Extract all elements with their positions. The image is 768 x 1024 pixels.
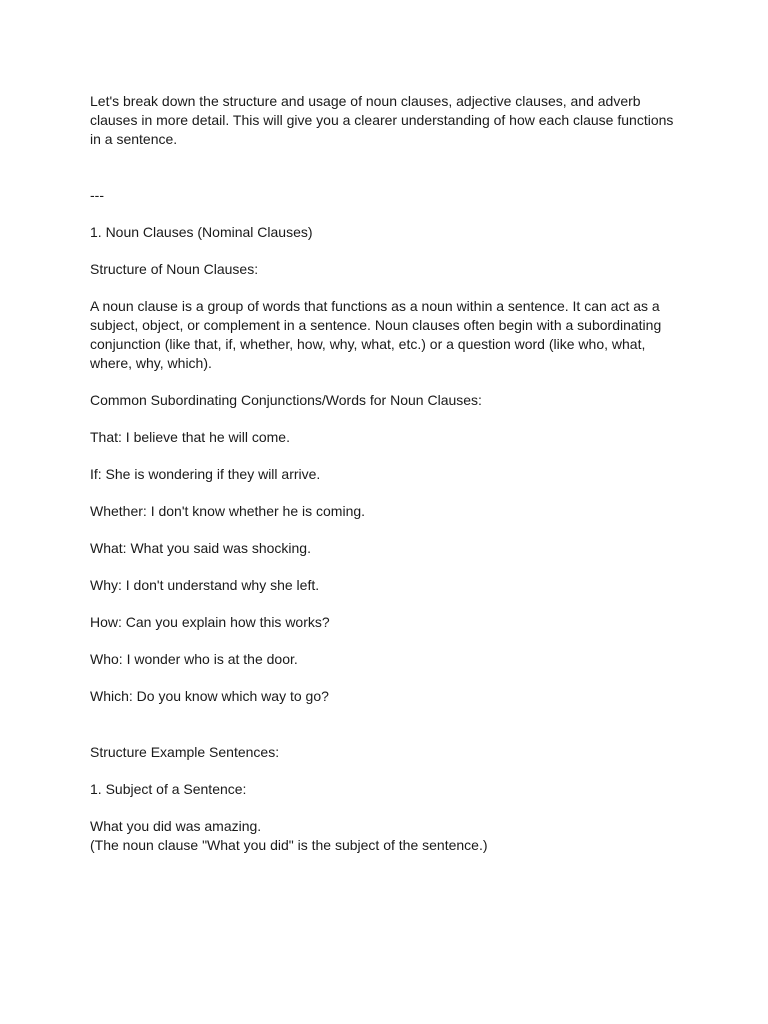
intro-paragraph: Let's break down the structure and usage of noun clauses, adjective clauses, and adverb clauses in more detail. This will give you a clearer understanding of how each clause functions in a sentence. — [90, 93, 678, 147]
subject-example: What you did was amazing. — [90, 818, 262, 834]
example-line: Which: Do you know which way to go? — [90, 688, 329, 704]
example-sentences-heading: Structure Example Sentences: — [90, 744, 280, 760]
document-body — [90, 92, 680, 855]
example-line: How: Can you explain how this works? — [90, 614, 330, 630]
example-line: If: She is wondering if they will arrive. — [90, 466, 321, 482]
example-line: What: What you said was shocking. — [90, 540, 311, 556]
common-words-heading: Common Subordinating Conjunctions/Words for Noun Clauses: — [90, 392, 482, 408]
structure-paragraph: A noun clause is a group of words that functions as a noun within a sentence. It can act as a subject, object, or complement in a sentence. Noun clauses often begin with a subordinating conjunction (like that, if, whether, how, why, what, etc.) or a question word (like who, what, where, why, which). — [90, 298, 666, 371]
example-line: Who: I wonder who is at the door. — [90, 651, 298, 667]
example-line: That: I believe that he will come. — [90, 429, 290, 445]
subject-heading: 1. Subject of a Sentence: — [90, 781, 247, 797]
example-line: Whether: I don't know whether he is coming. — [90, 503, 366, 519]
section-separator: --- — [90, 187, 104, 203]
example-line: Why: I don't understand why she left. — [90, 577, 320, 593]
section-heading: 1. Noun Clauses (Nominal Clauses) — [90, 224, 313, 240]
subject-note: (The noun clause "What you did" is the subject of the sentence.) — [90, 837, 488, 853]
structure-heading: Structure of Noun Clauses: — [90, 261, 259, 277]
